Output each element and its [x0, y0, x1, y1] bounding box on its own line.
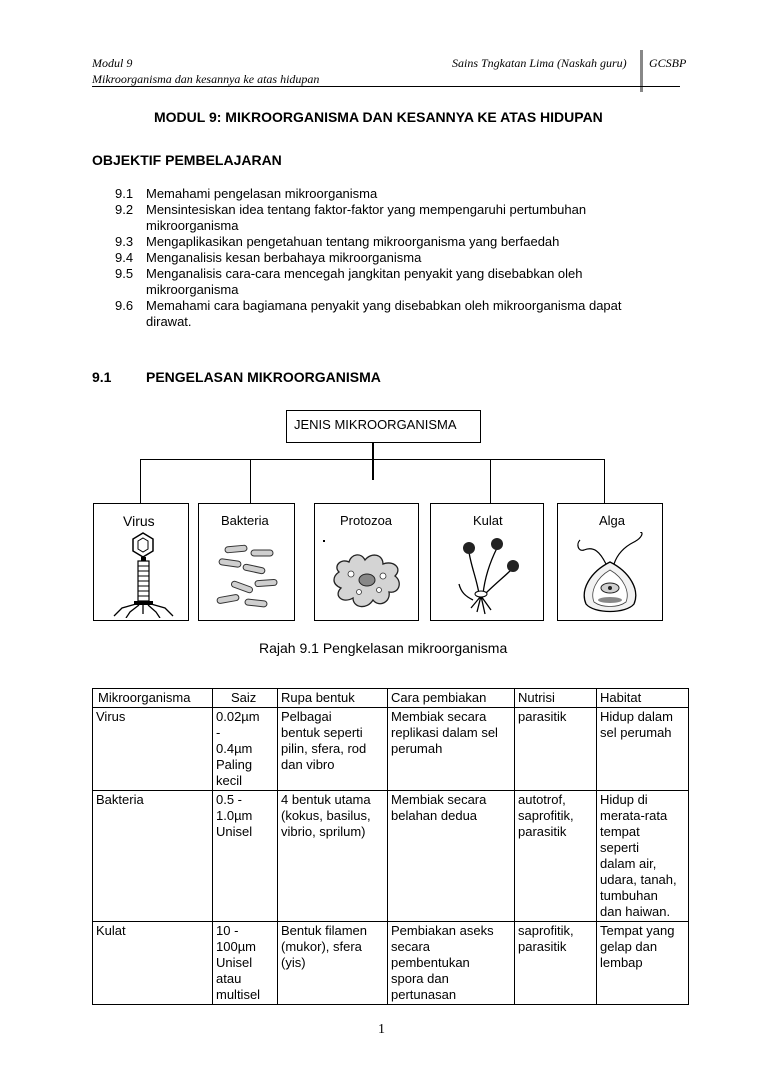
table-cell-habitat: [597, 922, 689, 1005]
diagram-root-box: [286, 410, 481, 443]
table-header: Saiz: [213, 689, 278, 708]
cell-line: Bentuk filamen: [281, 923, 367, 938]
connector-root: [372, 443, 374, 480]
table-cell-size: [213, 708, 278, 791]
cell-line: Virus: [96, 709, 126, 724]
table-cell-name: [93, 708, 213, 791]
table-cell-nutrition: [515, 922, 597, 1005]
objective-text: [146, 186, 706, 202]
cell-line: parasitik: [518, 709, 567, 724]
connector-horizontal: [140, 459, 605, 460]
connector-bakteria: [250, 459, 251, 503]
bacteria-illustration: [211, 542, 283, 614]
table-row: [93, 922, 689, 1005]
cell-line: 1.0µm: [216, 808, 253, 823]
table-cell-nutrition: [515, 708, 597, 791]
cell-line: Hidup di: [600, 792, 648, 807]
connector-virus: [140, 459, 141, 503]
objective-text-line: Mengaplikasikan pengetahuan tentang mikroorganisma yang berfaedah: [146, 234, 560, 249]
cell-line: Pelbagai: [281, 709, 332, 724]
cell-line: 0.02µm: [216, 709, 260, 724]
table-row: [93, 708, 689, 791]
table-header: Rupa bentuk: [278, 689, 388, 708]
objective-text: [146, 202, 706, 234]
cell-line: Kulat: [96, 923, 126, 938]
objective-text: [146, 298, 706, 330]
cell-line: dalam air,: [600, 856, 657, 871]
header-code: GCSBP: [649, 56, 687, 70]
cell-line: (mukor), sfera: [281, 939, 362, 954]
objectives-heading: OBJEKTIF PEMBELAJARAN: [92, 152, 282, 168]
cell-line: replikasi dalam sel: [391, 725, 498, 740]
objective-text-line: Menganalisis kesan berbahaya mikroorganisma: [146, 250, 422, 265]
header-course: Sains Tngkatan Lima (Naskah guru): [452, 56, 627, 70]
cell-line: lembap: [600, 955, 643, 970]
cell-line: secara: [391, 939, 431, 954]
objective-text-line: dirawat.: [146, 314, 192, 329]
cell-line: Membiak secara: [391, 709, 487, 724]
cell-line: saprofitik,: [518, 923, 574, 938]
cell-line: seperti: [600, 840, 640, 855]
protozoa-illustration: [329, 548, 407, 614]
table-row: [93, 791, 689, 922]
objective-number: 9.5: [115, 266, 134, 281]
table-cell-shape: [278, 791, 388, 922]
objective-text-line: Mensintesiskan idea tentang faktor-faktor yang mempengaruhi pertumbuhan: [146, 202, 587, 217]
cell-line: Bakteria: [96, 792, 144, 807]
cell-line: gelap dan: [600, 939, 658, 954]
objective-number: 9.4: [115, 250, 134, 265]
objective-number: 9.2: [115, 202, 134, 217]
table-cell-size: [213, 922, 278, 1005]
section-title: PENGELASAN MIKROORGANISMA: [146, 369, 381, 385]
objective-text: [146, 250, 706, 266]
table-cell-shape: [278, 922, 388, 1005]
header-rule: [92, 86, 680, 87]
type-label-alga: Alga: [599, 513, 626, 528]
cell-line: tumbuhan: [600, 888, 658, 903]
type-box-protozoa: [314, 503, 419, 621]
table-cell-reproduction: [388, 791, 515, 922]
cell-line: pembentukan: [391, 955, 470, 970]
objective-text-line: Memahami cara bagiamana penyakit yang disebabkan oleh mikroorganisma dapat: [146, 298, 622, 313]
table-cell-reproduction: [388, 708, 515, 791]
table-header-row: [93, 689, 689, 708]
cell-line: belahan dedua: [391, 808, 478, 823]
cell-line: -: [216, 725, 221, 740]
objective-text-line: Menganalisis cara-cara mencegah jangkitan penyakit yang disebabkan oleh: [146, 266, 583, 281]
virus-illustration: [108, 530, 178, 618]
connector-kulat: [490, 459, 491, 503]
cell-line: atau: [216, 971, 242, 986]
table-cell-habitat: [597, 708, 689, 791]
cell-line: dan vibro: [281, 757, 335, 772]
header-subtitle: Mikroorganisma dan kesannya ke atas hidupan: [92, 72, 320, 86]
cell-line: parasitik: [518, 824, 567, 839]
objective-text-line: mikroorganisma: [146, 282, 239, 297]
cell-line: 0.5 -: [216, 792, 243, 807]
cell-line: Pembiakan aseks: [391, 923, 494, 938]
table-cell-name: [93, 922, 213, 1005]
section-number: 9.1: [92, 369, 112, 385]
cell-line: 100µm: [216, 939, 257, 954]
cell-line: kecil: [216, 773, 243, 788]
cell-line: Hidup dalam: [600, 709, 673, 724]
type-box-bakteria: [198, 503, 295, 621]
kulat-illustration: [451, 536, 527, 616]
cell-line: saprofitik,: [518, 808, 574, 823]
cell-line: perumah: [391, 741, 443, 756]
type-box-virus: [93, 503, 189, 621]
table-header: Mikroorganisma: [93, 689, 213, 708]
objective-number: 9.3: [115, 234, 134, 249]
type-label-kulat: Kulat: [473, 513, 503, 528]
diagram-caption: Rajah 9.1 Pengkelasan mikroorganisma: [259, 640, 508, 656]
objective-number: 9.1: [115, 186, 134, 201]
cell-line: Membiak secara: [391, 792, 487, 807]
page-number: 1: [378, 1022, 385, 1037]
cell-line: pilin, sfera, rod: [281, 741, 367, 756]
cell-line: vibrio, sprilum): [281, 824, 366, 839]
page-title: MODUL 9: MIKROORGANISMA DAN KESANNYA KE ATAS HIDUPAN: [154, 109, 603, 125]
cell-line: autotrof,: [518, 792, 566, 807]
objective-text-line: mikroorganisma: [146, 218, 239, 233]
header-module: Modul 9: [92, 56, 133, 70]
table-cell-shape: [278, 708, 388, 791]
table-cell-name: [93, 791, 213, 922]
type-box-alga: [557, 503, 663, 621]
type-label-protozoa: Protozoa: [340, 513, 393, 528]
table-cell-nutrition: [515, 791, 597, 922]
table-header: Nutrisi: [515, 689, 597, 708]
objective-text-line: Memahami pengelasan mikroorganisma: [146, 186, 378, 201]
cell-line: spora dan: [391, 971, 449, 986]
cell-line: 4 bentuk utama: [281, 792, 371, 807]
table-cell-size: [213, 791, 278, 922]
table-header: Cara pembiakan: [388, 689, 515, 708]
cell-line: (yis): [281, 955, 306, 970]
cell-line: (kokus, basilus,: [281, 808, 371, 823]
cell-line: bentuk seperti: [281, 725, 363, 740]
cell-line: Unisel: [216, 824, 253, 839]
cell-line: sel perumah: [600, 725, 672, 740]
table-header: Habitat: [597, 689, 689, 708]
type-label-virus: Virus: [123, 513, 155, 529]
type-label-bakteria: Bakteria: [221, 513, 269, 528]
cell-line: 10 -: [216, 923, 239, 938]
microorganism-table: [92, 688, 689, 1005]
cell-line: parasitik: [518, 939, 567, 954]
type-box-kulat: [430, 503, 544, 621]
cell-line: udara, tanah,: [600, 872, 677, 887]
objective-text: [146, 266, 706, 298]
cell-line: Paling: [216, 757, 253, 772]
table-cell-habitat: [597, 791, 689, 922]
cell-line: pertunasan: [391, 987, 457, 1002]
objective-number: 9.6: [115, 298, 134, 313]
protozoa-dot: [323, 540, 325, 542]
cell-line: tempat: [600, 824, 640, 839]
cell-line: merata-rata: [600, 808, 668, 823]
cell-line: 0.4µm: [216, 741, 253, 756]
cell-line: Tempat yang: [600, 923, 675, 938]
objective-text: [146, 234, 706, 250]
cell-line: multisel: [216, 987, 261, 1002]
alga-illustration: [572, 532, 650, 616]
cell-line: Unisel: [216, 955, 253, 970]
connector-alga: [604, 459, 605, 503]
table-cell-reproduction: [388, 922, 515, 1005]
cell-line: dan haiwan.: [600, 904, 671, 919]
diagram-root-label: JENIS MIKROORGANISMA: [294, 417, 457, 432]
